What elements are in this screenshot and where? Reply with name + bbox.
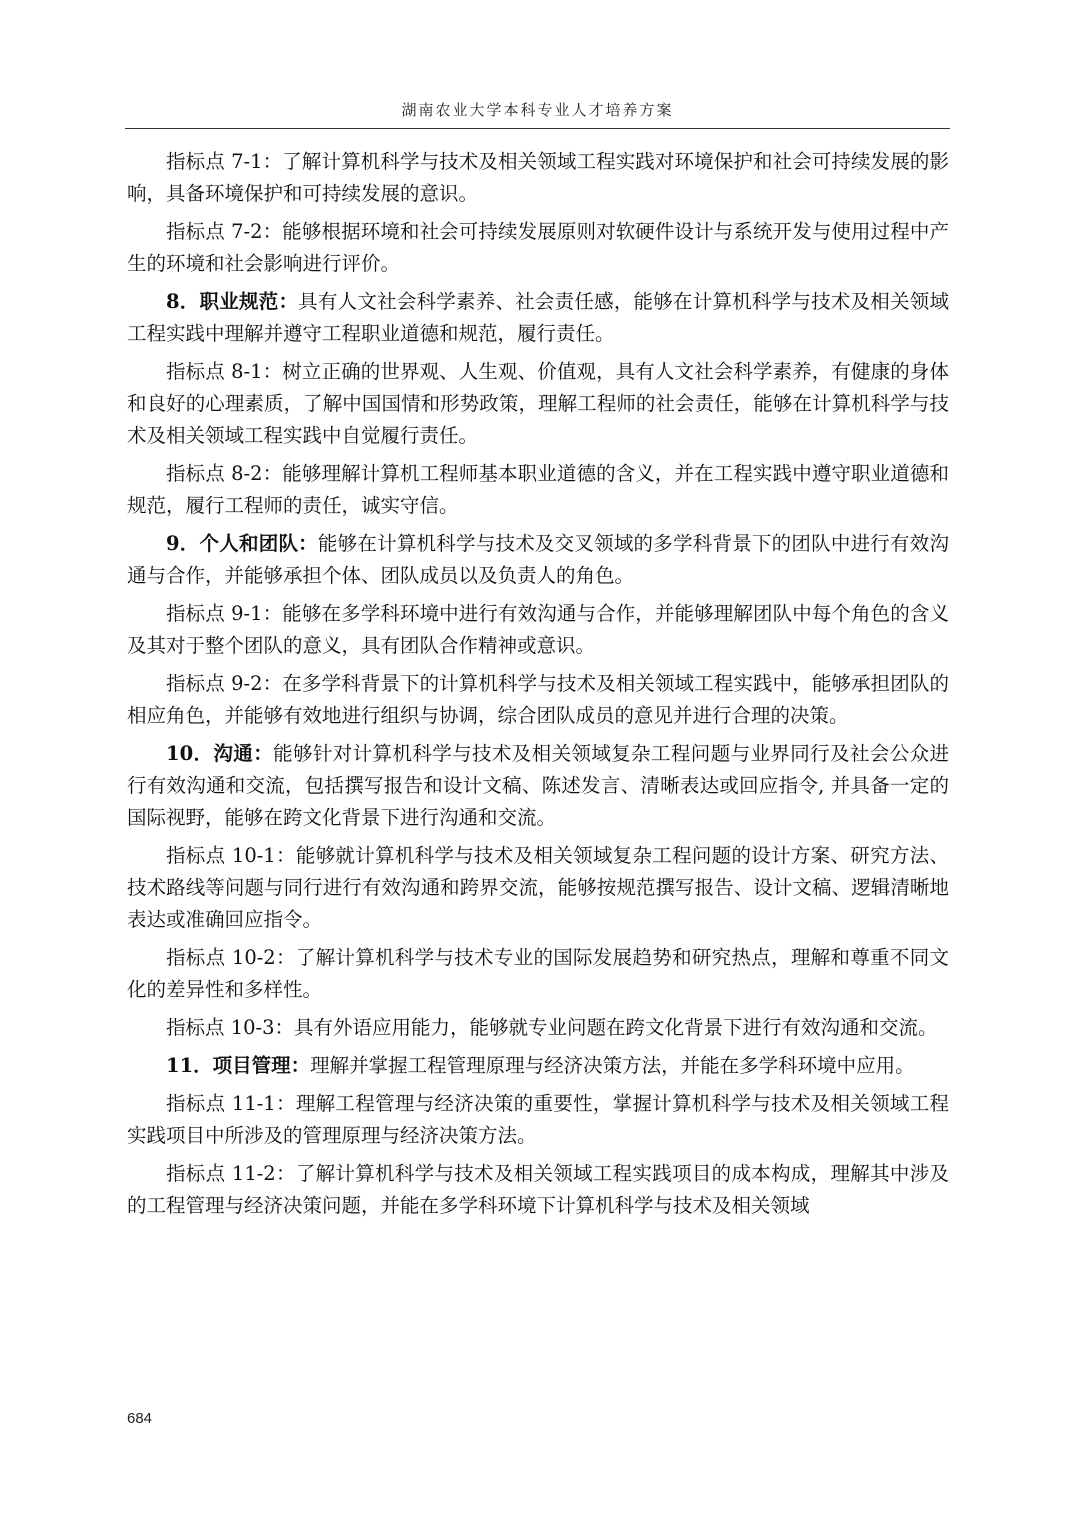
section-10-title: 10．沟通： xyxy=(166,742,274,765)
paragraph-7-2 xyxy=(127,216,949,280)
paragraph-text: 指标点 11-2：了解计算机科学与技术及相关领域工程实践项目的成本构成，理解其中涉及的工程管理与经济决策问题，并能在多学科环境下计算机科学与技术及相关领域 xyxy=(127,1162,949,1217)
paragraph-8-1 xyxy=(127,356,949,452)
paragraph-text: 指标点 10-1：能够就计算机科学与技术及相关领域复杂工程问题的设计方案、研究方法、技术路线等问题与同行进行有效沟通和跨界交流，能够按规范撰写报告、设计文稿、逻辑清晰地表达或准确回应指令。 xyxy=(127,844,949,931)
paragraph-10-2 xyxy=(127,942,949,1006)
section-9-title: 9．个人和团队： xyxy=(166,532,318,555)
page-header xyxy=(125,92,950,129)
paragraph-text: 指标点 10-2：了解计算机科学与技术专业的国际发展趋势和研究热点，理解和尊重不同文化的差异性和多样性。 xyxy=(127,946,949,1001)
paragraph-text: 具有人文社会科学素养、社会责任感，能够在计算机科学与技术及相关领域工程实践中理解并遵守工程职业道德和规范，履行责任。 xyxy=(127,290,949,345)
paragraph-8-2 xyxy=(127,458,949,522)
paragraph-text: 指标点 8-2：能够理解计算机工程师基本职业道德的含义，并在工程实践中遵守职业道德和规范，履行工程师的责任，诚实守信。 xyxy=(127,462,949,517)
paragraph-7-1 xyxy=(127,146,949,210)
paragraph-10-1 xyxy=(127,840,949,936)
paragraph-text: 指标点 8-1：树立正确的世界观、人生观、价值观，具有人文社会科学素养，有健康的身体和良好的心理素质，了解中国国情和形势政策，理解工程师的社会责任，能够在计算机科学与技术及相关领域工程实践中自觉履行责任。 xyxy=(127,360,949,447)
section-8-title: 8．职业规范： xyxy=(166,290,299,313)
document-body xyxy=(127,146,949,1228)
paragraph-text: 指标点 11-1：理解工程管理与经济决策的重要性，掌握计算机科学与技术及相关领域工程实践项目中所涉及的管理原理与经济决策方法。 xyxy=(127,1092,949,1147)
paragraph-9-1 xyxy=(127,598,949,662)
section-9-heading-paragraph xyxy=(127,528,949,592)
paragraph-11-1 xyxy=(127,1088,949,1152)
section-11-title: 11．项目管理： xyxy=(166,1054,311,1077)
header-title: 湖南农业大学本科专业人才培养方案 xyxy=(401,101,674,119)
paragraph-text: 指标点 10-3：具有外语应用能力，能够就专业问题在跨文化背景下进行有效沟通和交流。 xyxy=(166,1016,938,1039)
paragraph-11-2 xyxy=(127,1158,949,1222)
paragraph-text: 能够在计算机科学与技术及交叉领域的多学科背景下的团队中进行有效沟通与合作，并能够承担个体、团队成员以及负责人的角色。 xyxy=(127,532,949,587)
page-number: 684 xyxy=(127,1410,153,1427)
paragraph-text: 指标点 7-2：能够根据环境和社会可持续发展原则对软硬件设计与系统开发与使用过程中产生的环境和社会影响进行评价。 xyxy=(127,220,949,275)
section-11-heading-paragraph xyxy=(127,1050,949,1082)
paragraph-text: 能够针对计算机科学与技术及相关领域复杂工程问题与业界同行及社会公众进行有效沟通和交流，包括撰写报告和设计文稿、陈述发言、清晰表达或回应指令, 并具备一定的国际视野，能够在跨文化背景下进行沟通和交流。 xyxy=(127,742,949,829)
paragraph-text: 指标点 9-2：在多学科背景下的计算机科学与技术及相关领域工程实践中，能够承担团队的相应角色，并能够有效地进行组织与协调，综合团队成员的意见并进行合理的决策。 xyxy=(127,672,949,727)
paragraph-text: 理解并掌握工程管理原理与经济决策方法，并能在多学科环境中应用。 xyxy=(310,1054,915,1077)
paragraph-10-3 xyxy=(127,1012,949,1044)
paragraph-text: 指标点 9-1：能够在多学科环境中进行有效沟通与合作，并能够理解团队中每个角色的含义及其对于整个团队的意义，具有团队合作精神或意识。 xyxy=(127,602,949,657)
paragraph-9-2 xyxy=(127,668,949,732)
section-10-heading-paragraph xyxy=(127,738,949,834)
paragraph-text: 指标点 7-1：了解计算机科学与技术及相关领域工程实践对环境保护和社会可持续发展的影响，具备环境保护和可持续发展的意识。 xyxy=(127,150,949,205)
section-8-heading-paragraph xyxy=(127,286,949,350)
